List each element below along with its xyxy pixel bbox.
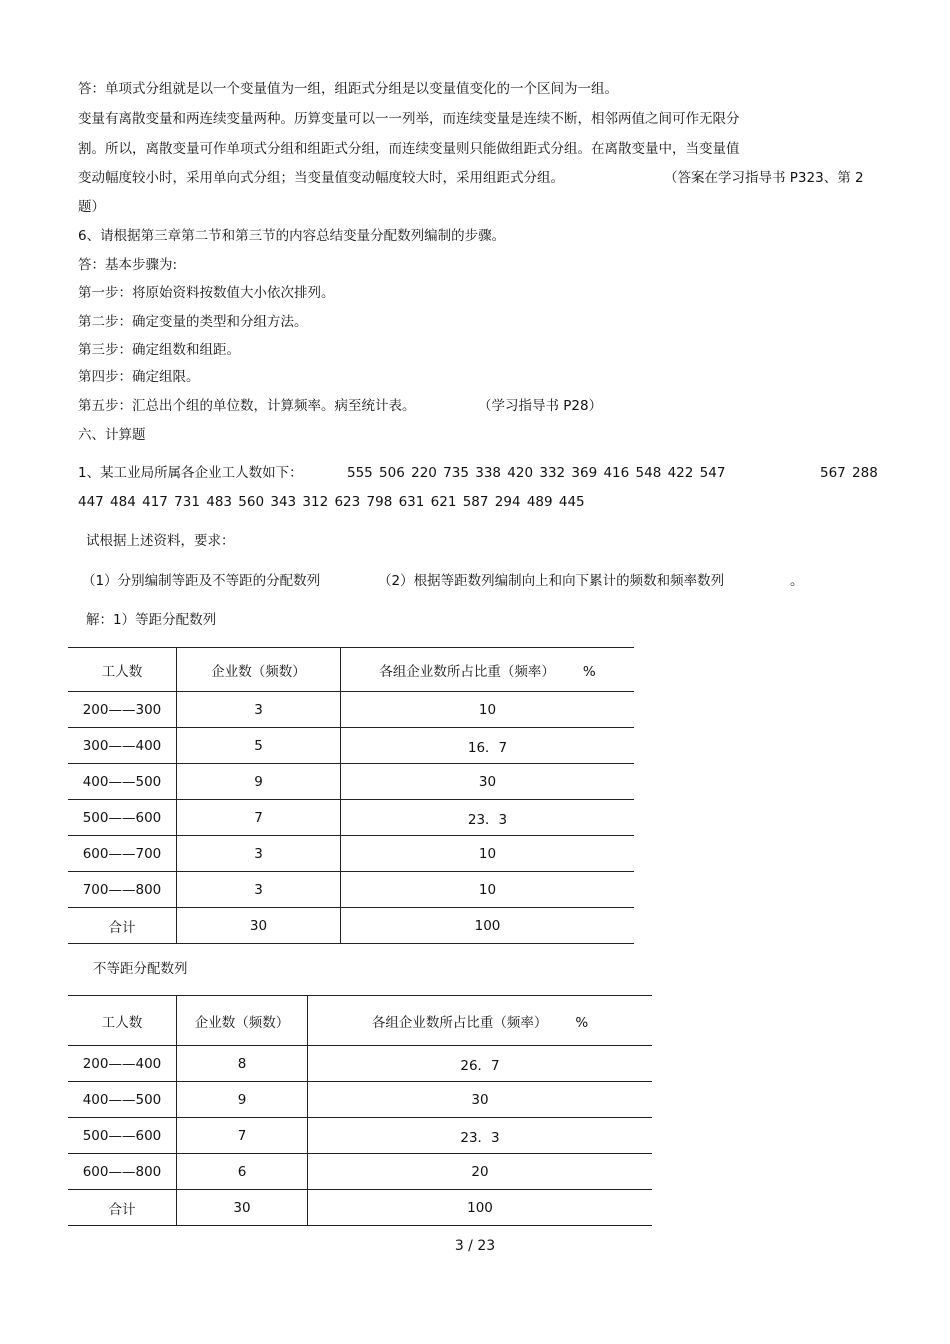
requirement-1: （1）分别编制等距及不等距的分配数列 [82, 573, 321, 589]
header-proportion: 各组企业数所占比重（频率） % [308, 996, 653, 1046]
cell-count: 8 [177, 1046, 308, 1082]
header-workers: 工人数 [68, 648, 177, 692]
requirement-2: （2）根据等距数列编制向上和向下累计的频数和频率数列 [378, 573, 725, 589]
cell-range: 200——300 [68, 692, 177, 728]
table-row [68, 1154, 652, 1190]
cell-total-count: 30 [177, 1190, 308, 1226]
cell-count: 3 [177, 692, 341, 728]
cell-count: 7 [177, 800, 341, 836]
cell-percent: 10 [341, 692, 635, 728]
requirement-2-period: 。 [790, 573, 804, 589]
header-frequency: 企业数（频数） [177, 648, 341, 692]
cell-percent: 10 [341, 872, 635, 908]
cell-count: 7 [177, 1118, 308, 1154]
cell-range: 700——800 [68, 872, 177, 908]
cell-percent: 26．7 [308, 1046, 653, 1082]
step-4: 第四步：确定组限。 [78, 369, 200, 385]
table-row [68, 1046, 652, 1082]
reference-note-2: （学习指导书 P28） [478, 398, 603, 414]
header-frequency: 企业数（频数） [177, 996, 308, 1046]
unequal-interval-table [68, 995, 652, 1226]
requirement-intro: 试根据上述资料，要求： [86, 533, 235, 549]
table-header-row [68, 648, 634, 692]
cell-total-label: 合计 [68, 908, 177, 944]
cell-total-percent: 100 [341, 908, 635, 944]
cell-percent: 20 [308, 1154, 653, 1190]
cell-percent: 30 [341, 764, 635, 800]
data-values-line-2: 447 484 417 731 483 560 343 312 623 798 631 621 587 294 489 445 [78, 494, 585, 510]
cell-count: 5 [177, 728, 341, 764]
equal-interval-table [68, 647, 634, 944]
cell-range: 500——600 [68, 1118, 177, 1154]
cell-range: 500——600 [68, 800, 177, 836]
cell-range: 600——700 [68, 836, 177, 872]
table-row [68, 1118, 652, 1154]
table-row [68, 1082, 652, 1118]
unequal-table-title: 不等距分配数列 [93, 961, 188, 977]
cell-percent: 10 [341, 836, 635, 872]
question-6: 6、请根据第三章第二节和第三节的内容总结变量分配数列编制的步骤。 [78, 228, 506, 244]
header-proportion: 各组企业数所占比重（频率） % [341, 648, 635, 692]
table-row [68, 764, 634, 800]
cell-range: 300——400 [68, 728, 177, 764]
cell-count: 3 [177, 836, 341, 872]
answer-paragraph-line-3: 割。所以，离散变量可作单项式分组和组距式分组，而连续变量则只能做组距式分组。在离散变量中，当变量值 [78, 141, 740, 157]
table-total-row [68, 908, 634, 944]
table-row [68, 728, 634, 764]
solution-heading: 解：1）等距分配数列 [86, 612, 217, 628]
cell-percent: 23．3 [341, 800, 635, 836]
answer-paragraph-line-1: 答：单项式分组就是以一个变量值为一组，组距式分组是以变量值变化的一个区间为一组。 [78, 81, 618, 97]
table-total-row [68, 1190, 652, 1226]
page-number: 3 / 23 [454, 1238, 496, 1254]
step-5: 第五步：汇总出个组的单位数，计算频率。病至统计表。 [78, 398, 416, 414]
table-row [68, 836, 634, 872]
step-3: 第三步：确定组数和组距。 [78, 342, 240, 358]
table-row [68, 800, 634, 836]
reference-note-1: （答案在学习指导书 P323、第 2 [664, 170, 864, 186]
answer-paragraph-line-4: 变动幅度较小时，采用单向式分组；当变量值变动幅度较大时，采用组距式分组。 [78, 170, 564, 186]
cell-count: 9 [177, 764, 341, 800]
cell-total-percent: 100 [308, 1190, 653, 1226]
answer-paragraph-line-5: 题） [78, 199, 105, 215]
table-header-row [68, 996, 652, 1046]
answer-paragraph-line-2: 变量有离散变量和两连续变量两种。历算变量可以一一列举，而连续变量是连续不断，相邻两值之间可作无限分 [78, 111, 740, 127]
section-heading: 六、计算题 [78, 427, 146, 443]
cell-percent: 23．3 [308, 1118, 653, 1154]
cell-percent: 30 [308, 1082, 653, 1118]
data-values-line-1-tail: 567 288 [820, 465, 878, 481]
cell-range: 600——800 [68, 1154, 177, 1190]
cell-range: 400——500 [68, 1082, 177, 1118]
problem-intro: 1、某工业局所属各企业工人数如下： [78, 465, 303, 481]
table-row [68, 872, 634, 908]
cell-count: 9 [177, 1082, 308, 1118]
cell-range: 400——500 [68, 764, 177, 800]
cell-count: 3 [177, 872, 341, 908]
cell-total-count: 30 [177, 908, 341, 944]
answer-intro: 答：基本步骤为: [78, 257, 178, 273]
data-values-line-1: 555 506 220 735 338 420 332 369 416 548 422 547 [347, 465, 726, 481]
cell-total-label: 合计 [68, 1190, 177, 1226]
table-row [68, 692, 634, 728]
cell-count: 6 [177, 1154, 308, 1190]
header-workers: 工人数 [68, 996, 177, 1046]
cell-percent: 16．7 [341, 728, 635, 764]
step-2: 第二步：确定变量的类型和分组方法。 [78, 314, 308, 330]
step-1: 第一步：将原始资料按数值大小依次排列。 [78, 285, 335, 301]
cell-range: 200——400 [68, 1046, 177, 1082]
